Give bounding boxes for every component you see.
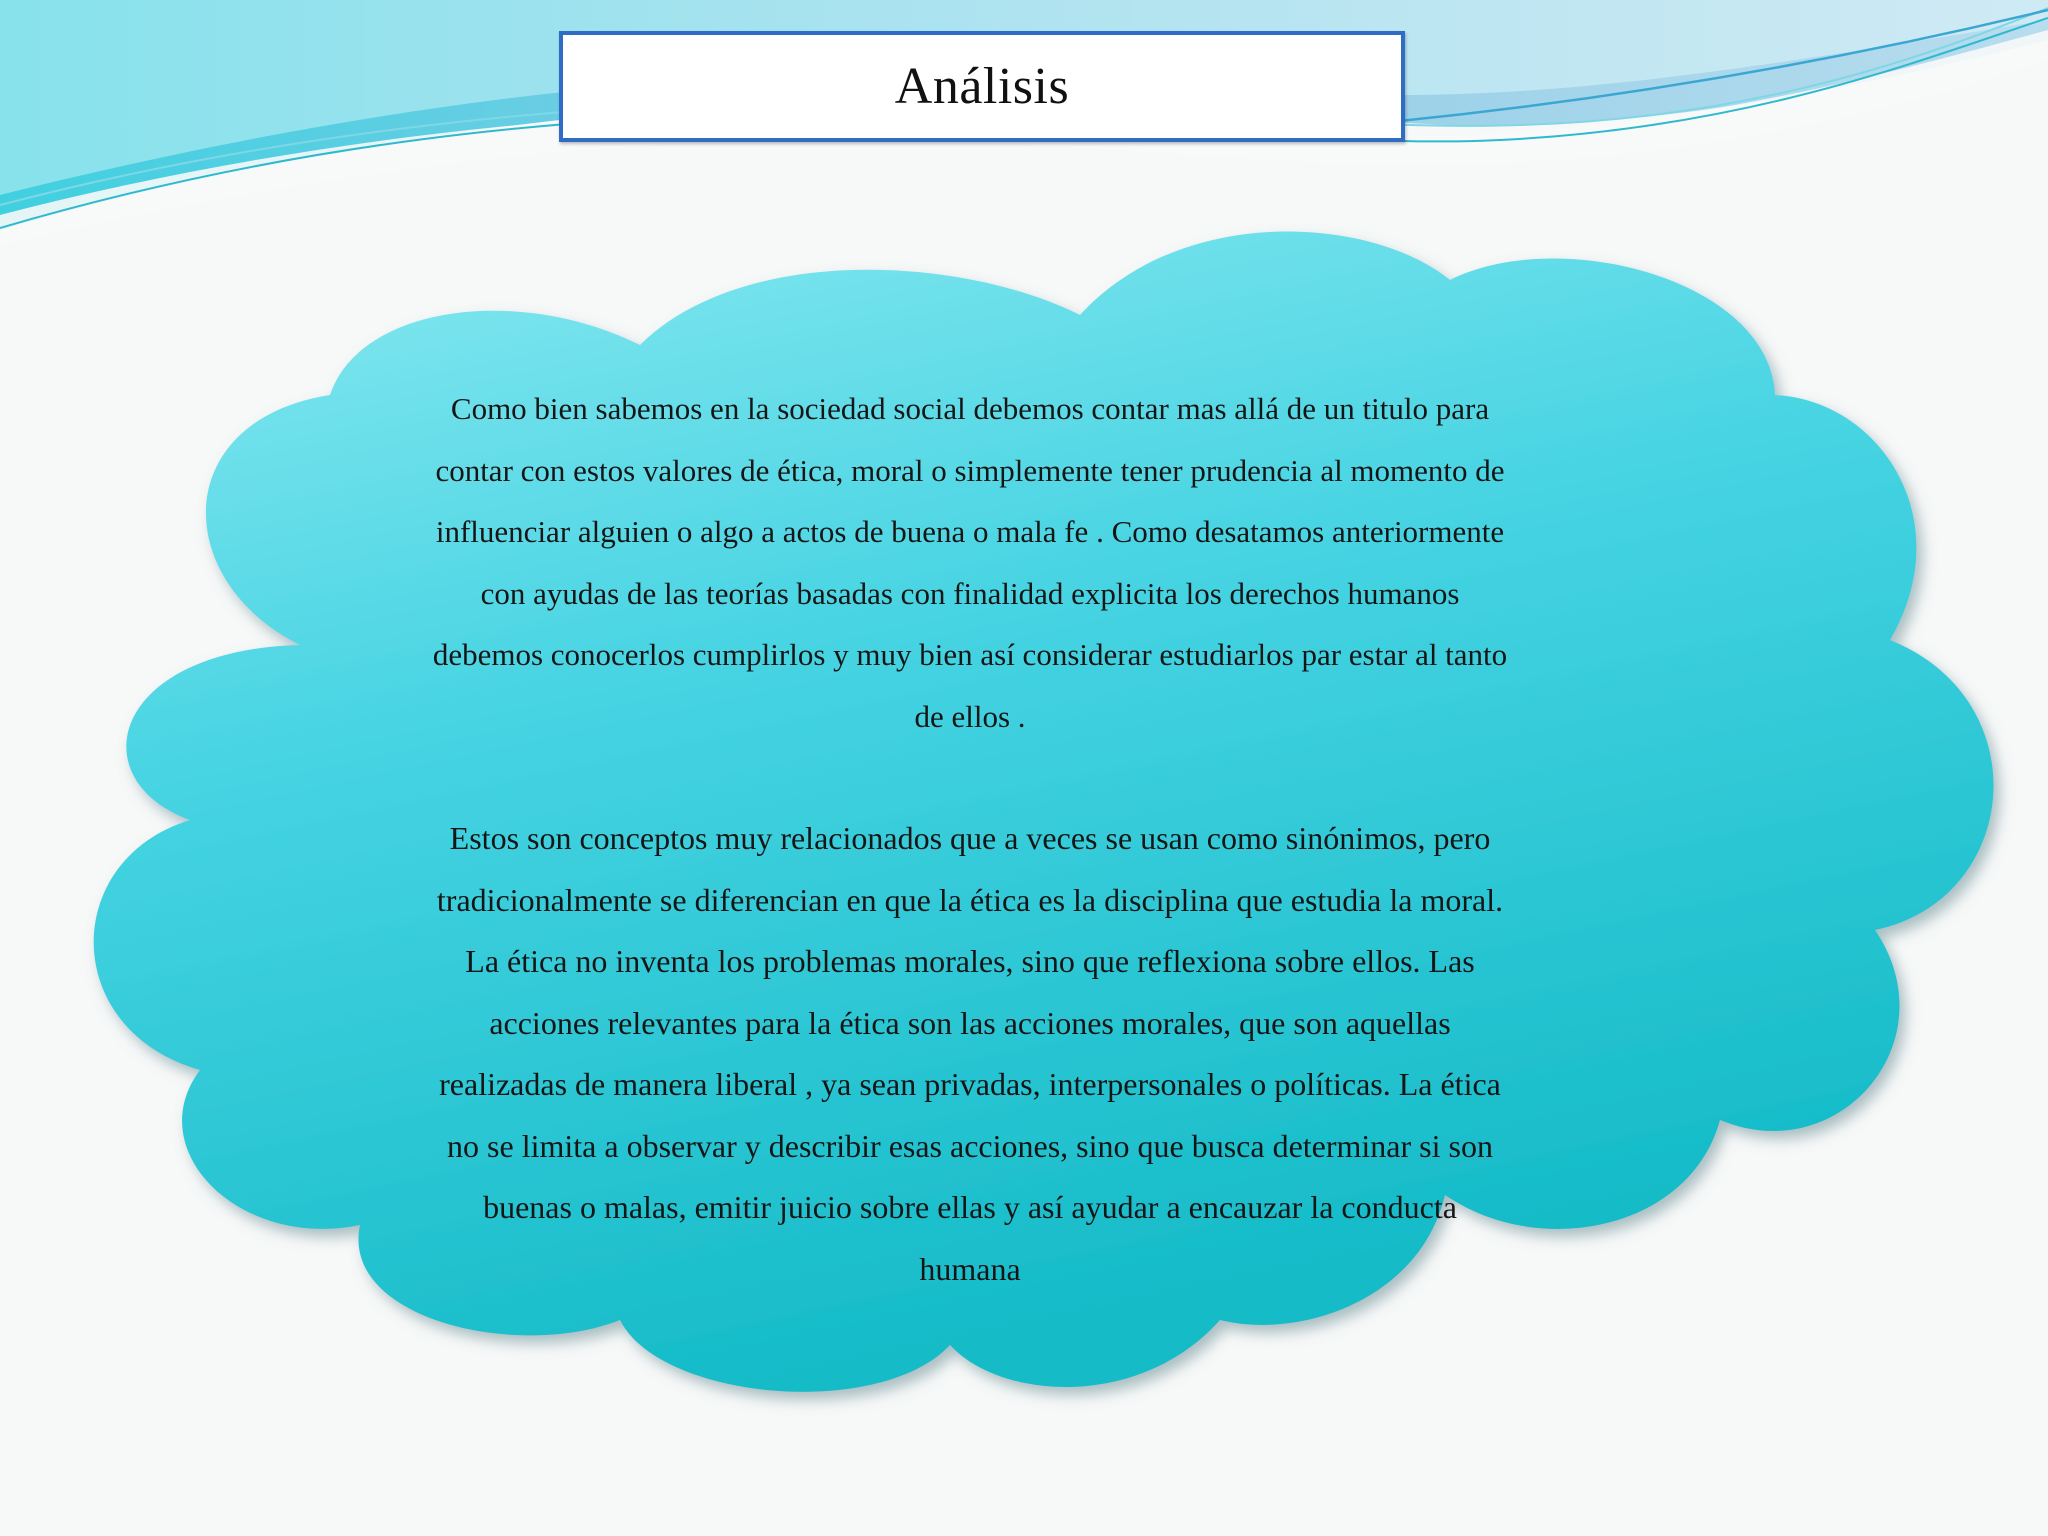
paragraph-1-line: debemos conocerlos cumplirlos y muy bien así considerar estudiarlos par estar al tanto [432, 637, 1508, 672]
paragraph-1-line: con ayudas de las teorías basadas con finalidad explicita los derechos humanos [480, 575, 1460, 611]
paragraph-2-line: realizadas de manera liberal , ya sean privadas, interpersonales o políticas. La ética [439, 1066, 1501, 1102]
paragraph-1 [345, 378, 1595, 747]
paragraph-2-line: no se limita a observar y describir esas acciones, sino que busca determinar si son [447, 1127, 1493, 1164]
paragraph-1-line: contar con estos valores de ética, moral o simplemente tener prudencia al momento de [435, 452, 1505, 488]
paragraph-1-line: de ellos . [914, 698, 1026, 734]
paragraph-2-line: buenas o malas, emitir juicio sobre ellas y así ayudar a encauzar la conducta [483, 1189, 1457, 1225]
paragraph-1-line: Como bien sabemos en la sociedad social debemos contar mas allá de un titulo para [450, 391, 1490, 426]
paragraph-1-line: influenciar alguien o algo a actos de buena o mala fe . Como desatamos anteriormente [435, 514, 1505, 549]
paragraph-2-line: humana [919, 1250, 1021, 1287]
paragraph-2 [345, 808, 1595, 1300]
slide-title: Análisis [894, 58, 1070, 115]
paragraph-2-line: tradicionalmente se diferencian en que la ética es la disciplina que estudia la moral. [436, 881, 1504, 918]
title-box [559, 31, 1405, 142]
cloud-text [345, 378, 1595, 1300]
paragraph-2-line: acciones relevantes para la ética son las acciones morales, que son aquellas [489, 1004, 1451, 1041]
paragraph-2-line: Estos son conceptos muy relacionados que a veces se usan como sinónimos, pero [449, 820, 1491, 856]
paragraph-2-line: La ética no inventa los problemas morales, sino que reflexiona sobre ellos. Las [465, 943, 1475, 979]
